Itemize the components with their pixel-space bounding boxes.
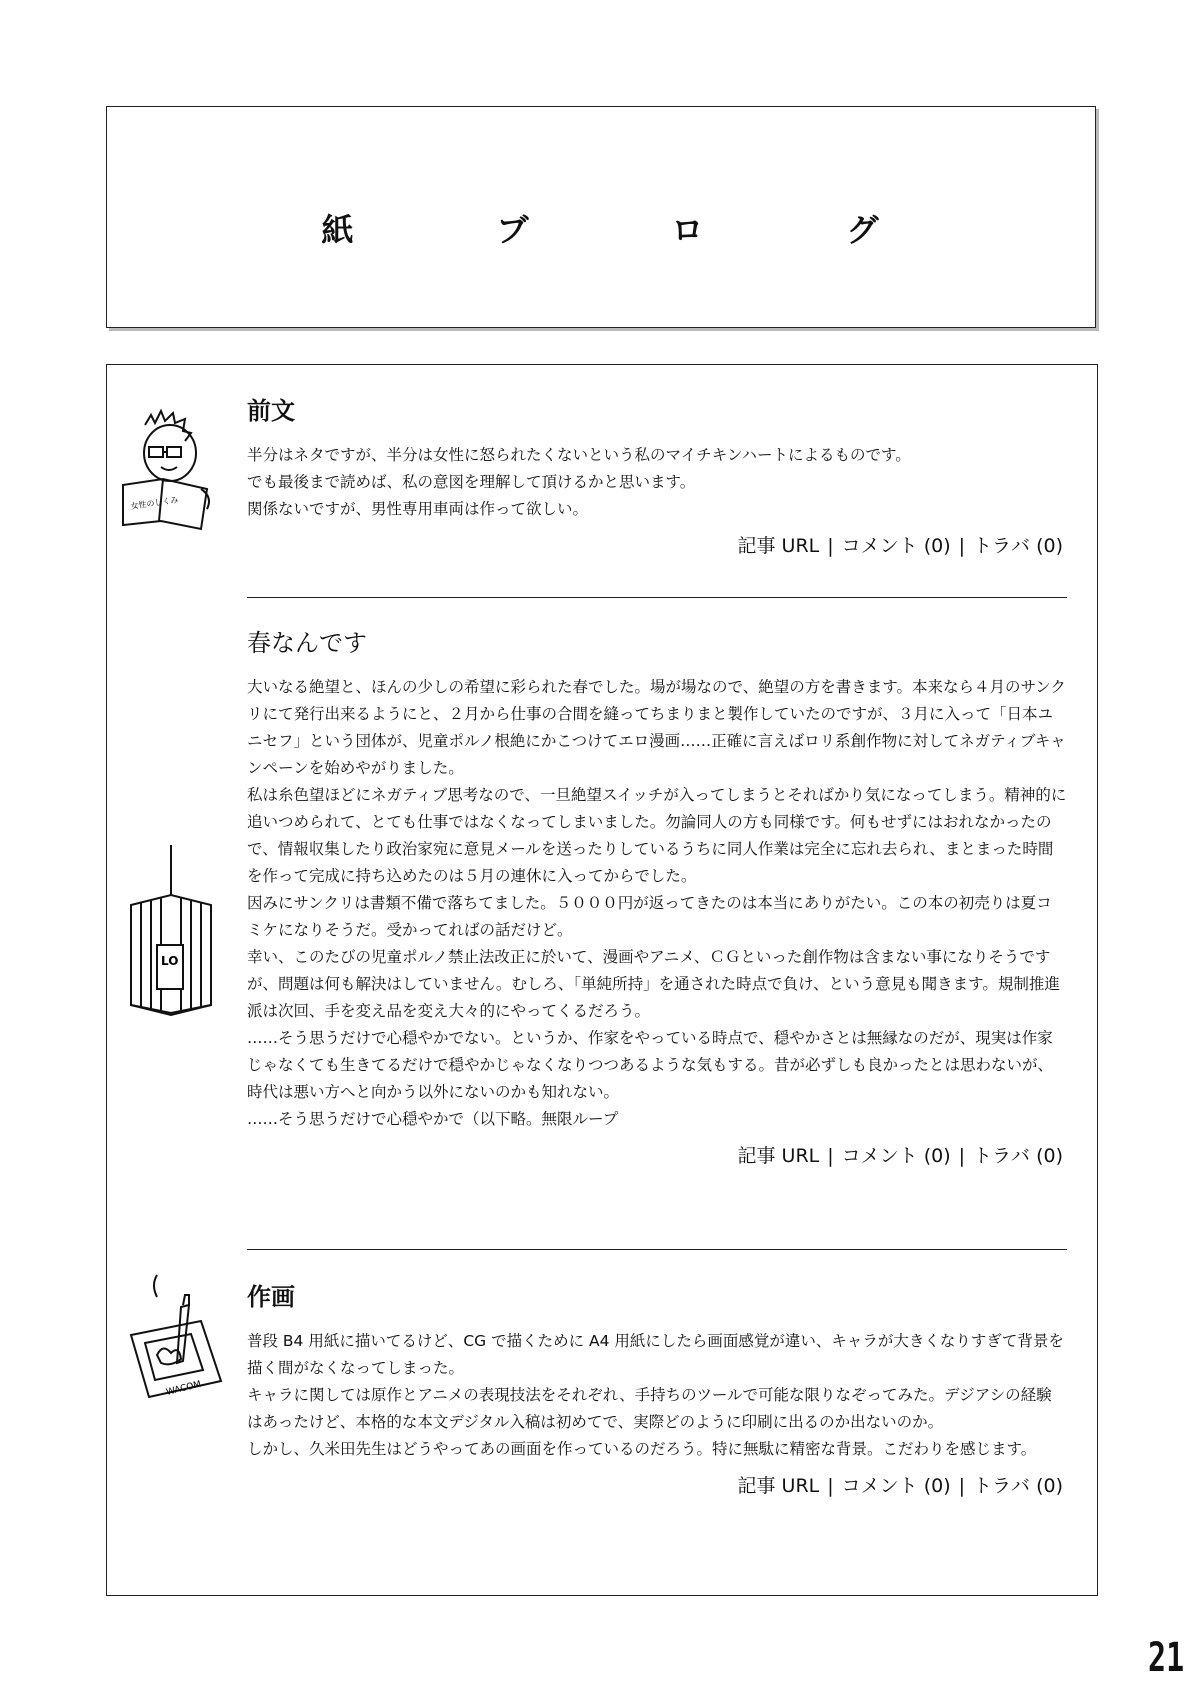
blog-post-2: [247, 623, 1067, 1168]
book-cover-text: 女性のしくみ: [130, 495, 179, 511]
post-title: 作画: [247, 1283, 295, 1311]
comment-link[interactable]: コメント (0): [841, 535, 951, 557]
post-paragraph: 普段 B4 用紙に描いてるけど、CG で描くために A4 用紙にしたら画面感覚が違い、キャラが大きくなりすぎて背景を描く間がなくなってしまった。: [247, 1332, 1064, 1377]
post-meta: [247, 1471, 1067, 1498]
tablet-brand-label: WACOM: [165, 1379, 203, 1398]
meta-separator: |: [958, 1145, 966, 1167]
post-paragraph: キャラに関しては原作とアニメの表現技法をそれぞれ、手持ちのツールで可能な限りなぞってみた。デジアシの経験はあったけど、本格的な本文デジタル入稿は初めてで、実際どのように印刷に出るのか出ないのか。: [247, 1386, 1052, 1431]
post-paragraph: 因みにサンクリは書類不備で落ちてました。５０００円が返ってきたのは本当にありがたい。この本の初売りは夏コミケになりそうだ。受かってればの話だけど。: [247, 894, 1052, 939]
permalink[interactable]: 記事 URL: [737, 535, 820, 557]
post-paragraph: 私は糸色望ほどにネガティブ思考なので、一旦絶望スイッチが入ってしまうとそればかり気になってしまう。精神的に追いつめられて、とても仕事ではなくなってしまいました。勿論同人の方も同様です。何もせずにはおれなかったので、情報収集したり政治家宛に意見メールを送ったりしているうちに同人作業は完全に忘れ去られ、まとまった時間を作って完成に持ち込めたのは５月の連休に入ってからでした。: [247, 786, 1067, 885]
post-title: 春なんです: [247, 629, 367, 657]
post-paragraph: 半分はネタですが、半分は女性に怒られたくないという私のマイチキンハートによるものです。: [247, 446, 911, 464]
title-char: ブ: [496, 211, 531, 249]
meta-separator: |: [958, 1475, 966, 1497]
post-paragraph: 関係ないですが、男性専用車両は作って欲しい。: [247, 500, 589, 518]
post-paragraph: 大いなる絶望と、ほんの少しの希望に彩られた春でした。場が場なので、絶望の方を書きます。本来なら４月のサンクリにて発行出来るようにと、２月から仕事の合間を縫ってちまりまと製作していたのですが、３月に入って「日本ユニセフ」という団体が、児童ポルノ根絶にかこつけてエロ漫画……正確に言えばロリ系創作物に対してネガティブキャンペーンを始めやがりました。: [247, 678, 1066, 777]
post-body: [247, 442, 1067, 523]
pen-tablet-illustration: [117, 1265, 237, 1405]
title-char: ロ: [671, 211, 706, 249]
post-paragraph: ……そう思うだけで心穏やかで（以下略。無限ループ: [247, 1110, 619, 1128]
meta-separator: |: [827, 1475, 834, 1497]
post-paragraph: しかし、久米田先生はどうやってあの画面を作っているのだろう。特に無駄に精密な背景。こだわりを感じます。: [247, 1440, 1037, 1458]
blog-title-box: [106, 106, 1096, 328]
comment-link[interactable]: コメント (0): [841, 1145, 951, 1167]
page-title: [107, 205, 1095, 251]
title-char: 紙: [321, 211, 356, 249]
blog-post-3: [247, 1277, 1067, 1498]
post-meta: [247, 1141, 1067, 1168]
post-paragraph: 幸い、このたびの児童ポルノ禁止法改正に於いて、漫画やアニメ、ＣＧといった創作物は含まない事になりそうですが、問題は何も解決はしていません。むしろ、「単純所持」を通された時点で負け、という意見も聞きます。規制推進派は次回、手を変え品を変え大々的にやってくるだろう。: [247, 948, 1060, 1020]
meta-separator: |: [827, 535, 834, 557]
man-reading-illustration: [115, 405, 225, 535]
post-divider: [247, 1249, 1067, 1250]
post-meta: [247, 531, 1067, 558]
post-body: [247, 674, 1067, 1133]
trackback-link[interactable]: トラバ (0): [973, 1475, 1063, 1497]
blog-post-1: [247, 391, 1067, 558]
trackback-link[interactable]: トラバ (0): [973, 1145, 1063, 1167]
trackback-link[interactable]: トラバ (0): [973, 535, 1063, 557]
post-body: [247, 1328, 1067, 1463]
post-title: 前文: [247, 397, 295, 425]
page-number: 21: [1147, 1635, 1184, 1681]
title-char: グ: [846, 211, 881, 249]
meta-separator: |: [958, 535, 966, 557]
post-divider: [247, 597, 1067, 598]
comment-link[interactable]: コメント (0): [841, 1475, 951, 1497]
permalink[interactable]: 記事 URL: [737, 1145, 820, 1167]
permalink[interactable]: 記事 URL: [737, 1475, 820, 1497]
blog-content-box: [106, 364, 1098, 1596]
cage-label: LO: [161, 954, 179, 968]
meta-separator: |: [827, 1145, 834, 1167]
post-paragraph: ……そう思うだけで心穏やかでない。というか、作家をやっている時点で、穏やかさとは無縁なのだが、現実は作家じゃなくても生きてるだけで穏やかじゃなくなりつつあるような気もする。昔が必ずしも良かったとは思わないが、時代は悪い方へと向かう以外にないのかも知れない。: [247, 1029, 1054, 1101]
cage-illustration: [121, 845, 221, 1035]
post-paragraph: でも最後まで読めば、私の意図を理解して頂けるかと思います。: [247, 473, 696, 491]
